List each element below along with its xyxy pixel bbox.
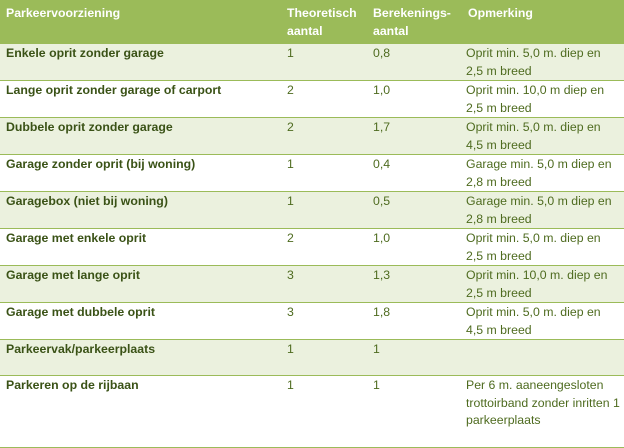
row-name: Lange oprit zonder garage of carport [0,81,281,118]
row-berekening: 1,7 [367,118,462,155]
row-name: Dubbele oprit zonder garage [0,118,281,155]
row-theoretisch: 1 [281,340,367,376]
row-theoretisch: 1 [281,376,367,448]
row-opmerking: Garage min. 5,0 m diep en 2,8 m breed [462,155,624,192]
row-name: Garage met enkele oprit [0,229,281,266]
row-theoretisch: 2 [281,81,367,118]
row-name: Garage met lange oprit [0,266,281,303]
header-theoretisch-aantal: Theoretisch aantal [281,0,367,44]
row-theoretisch: 1 [281,44,367,81]
table-row [0,44,624,81]
row-berekening: 0,4 [367,155,462,192]
row-theoretisch: 3 [281,266,367,303]
header-berekeningsaantal: Berekenings-aantal [367,0,462,44]
header-opmerking: Opmerking [462,0,624,44]
table-row [0,155,624,192]
row-name: Garage met dubbele oprit [0,303,281,340]
row-opmerking: Oprit min. 5,0 m. diep en 2,5 m breed [462,229,624,266]
table-row [0,118,624,155]
row-name: Enkele oprit zonder garage [0,44,281,81]
row-berekening: 0,5 [367,192,462,229]
row-name: Parkeren op de rijbaan [0,376,281,448]
row-name: Garage zonder oprit (bij woning) [0,155,281,192]
row-berekening: 1,0 [367,229,462,266]
table-row [0,303,624,340]
row-theoretisch: 1 [281,192,367,229]
row-theoretisch: 2 [281,118,367,155]
row-berekening: 1 [367,340,462,376]
row-opmerking: Oprit min. 5,0 m. diep en 4,5 m breed [462,303,624,340]
table-row [0,229,624,266]
row-opmerking: Oprit min. 5,0 m. diep en 4,5 m breed [462,118,624,155]
row-theoretisch: 3 [281,303,367,340]
row-berekening: 1 [367,376,462,448]
row-opmerking: Oprit min. 5,0 m. diep en 2,5 m breed [462,44,624,81]
table-row [0,340,624,376]
table-row [0,81,624,118]
row-berekening: 1,0 [367,81,462,118]
header-parkeervoorziening: Parkeervoorziening [0,0,281,44]
row-opmerking: Oprit min. 10,0 m diep en 2,5 m breed [462,81,624,118]
row-opmerking: Garage min. 5,0 m diep en 2,8 m breed [462,192,624,229]
row-opmerking [462,340,624,376]
row-berekening: 1,8 [367,303,462,340]
row-opmerking: Per 6 m. aaneengesloten trottoirband zonder inritten 1 parkeerplaats [462,376,624,448]
table-row [0,192,624,229]
row-berekening: 1,3 [367,266,462,303]
row-theoretisch: 2 [281,229,367,266]
table-row [0,266,624,303]
row-berekening: 0,8 [367,44,462,81]
table-header-row [0,0,624,44]
row-name: Parkeervak/parkeerplaats [0,340,281,376]
row-theoretisch: 1 [281,155,367,192]
row-name: Garagebox (niet bij woning) [0,192,281,229]
row-opmerking: Oprit min. 10,0 m. diep en 2,5 m breed [462,266,624,303]
